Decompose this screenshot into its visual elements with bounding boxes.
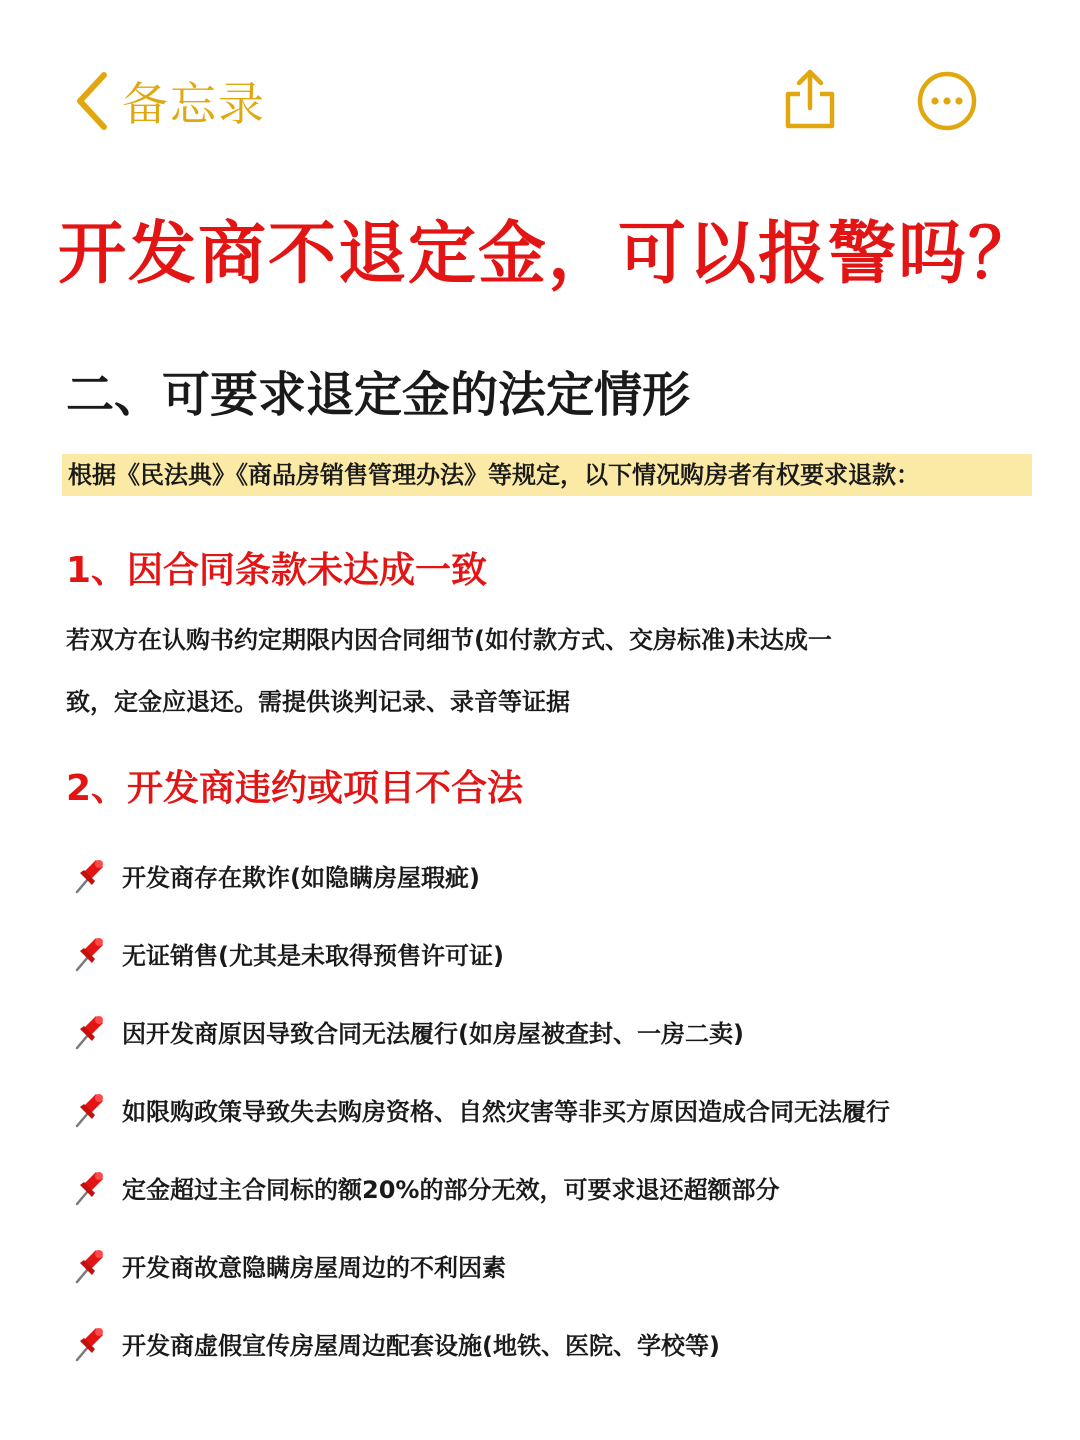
top-bar: [0, 0, 1080, 150]
list-item: [72, 1070, 1052, 1148]
back-button[interactable]: [72, 66, 266, 136]
section-heading: 二、可要求退定金的法定情形: [66, 367, 691, 423]
paragraph-line: 若双方在认购书约定期限内因合同细节(如付款方式、交房标准)未达成一: [66, 626, 832, 654]
paragraph-line: 致，定金应退还。需提供谈判记录、录音等证据: [66, 688, 570, 716]
list-item-text: 开发商存在欺诈(如隐瞒房屋瑕疵): [122, 863, 480, 892]
pushpin-icon: [72, 1167, 106, 1207]
pushpin-icon: [72, 1245, 106, 1285]
list-item-text: 如限购政策导致失去购房资格、自然灾害等非买方原因造成合同无法履行: [122, 1097, 890, 1126]
list-item: [72, 914, 1052, 992]
list-item-text: 开发商虚假宣传房屋周边配套设施(地铁、医院、学校等): [122, 1331, 720, 1360]
more-icon: [916, 70, 978, 132]
share-icon: [780, 66, 840, 132]
list-item-text: 定金超过主合同标的额20%的部分无效，可要求退还超额部分: [122, 1175, 780, 1204]
pushpin-icon: [72, 933, 106, 973]
pushpin-icon: [72, 855, 106, 895]
more-options-button[interactable]: [916, 70, 978, 132]
pushpin-icon: [72, 1089, 106, 1129]
pushpin-icon: [72, 1323, 106, 1363]
note-title: 开发商不退定金，可以报警吗？: [58, 215, 1039, 294]
back-label: 备忘录: [122, 77, 266, 131]
share-button[interactable]: [780, 66, 840, 132]
list-item: [72, 836, 1052, 914]
subheading-developer-breach: 2、开发商违约或项目不合法: [66, 768, 524, 809]
list-item: [72, 1304, 1052, 1382]
list-item-text: 因开发商原因导致合同无法履行(如房屋被查封、一房二卖): [122, 1019, 744, 1048]
list-item: [72, 1148, 1052, 1226]
list-item-text: 开发商故意隐瞒房屋周边的不利因素: [122, 1253, 506, 1282]
list-item: [72, 1226, 1052, 1304]
pinned-list: [72, 836, 1052, 1382]
chevron-left-icon: [72, 69, 110, 133]
highlighted-intro: 根据《民法典》《商品房销售管理办法》等规定，以下情况购房者有权要求退款：: [62, 454, 1032, 496]
list-item-text: 无证销售(尤其是未取得预售许可证): [122, 941, 504, 970]
list-item: [72, 992, 1052, 1070]
pushpin-icon: [72, 1011, 106, 1051]
subheading-contract-terms: 1、因合同条款未达成一致: [66, 550, 488, 591]
